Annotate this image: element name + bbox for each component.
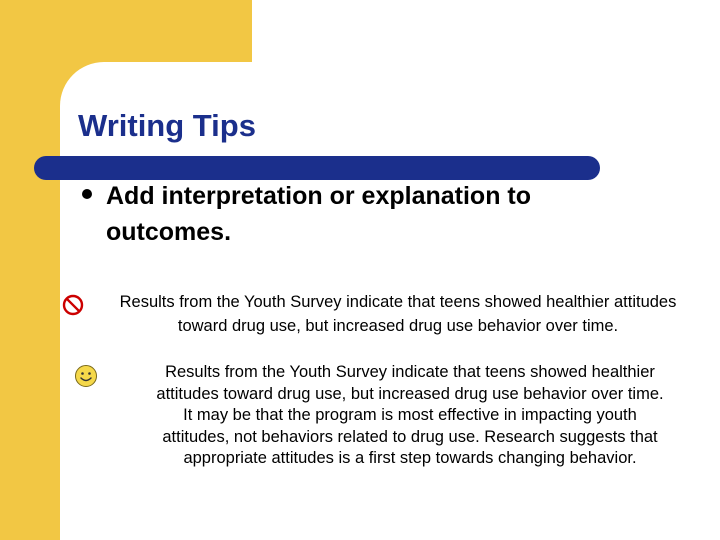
bad-example-line: Results from the Youth Survey indicate that teens showed healthier attitudes	[119, 293, 677, 311]
good-example-line: It may be that the program is most effective in impacting youth	[183, 406, 637, 424]
good-example-line: appropriate attitudes is a first step towards changing behavior.	[183, 449, 637, 467]
good-example-line: attitudes toward drug use, but increased drug use behavior over time.	[156, 384, 664, 403]
bad-example-line: toward drug use, but increased drug use behavior over time.	[177, 317, 619, 335]
slide-title: Writing Tips	[78, 108, 256, 143]
smiley-face-icon	[74, 364, 98, 388]
decorative-yellow-sidebar	[0, 0, 60, 540]
good-example-text	[104, 362, 716, 470]
good-example-line: Results from the Youth Survey indicate that teens showed healthier	[165, 363, 655, 381]
good-example-line: attitudes, not behaviors related to drug use. Research suggests that	[162, 427, 658, 446]
title-underline-bar	[34, 156, 600, 180]
no-symbol-icon	[62, 294, 84, 316]
bullet-text: Add interpretation or explanation to outcomes.	[106, 182, 532, 246]
bad-example-text	[88, 290, 708, 338]
bullet-icon	[82, 189, 92, 199]
